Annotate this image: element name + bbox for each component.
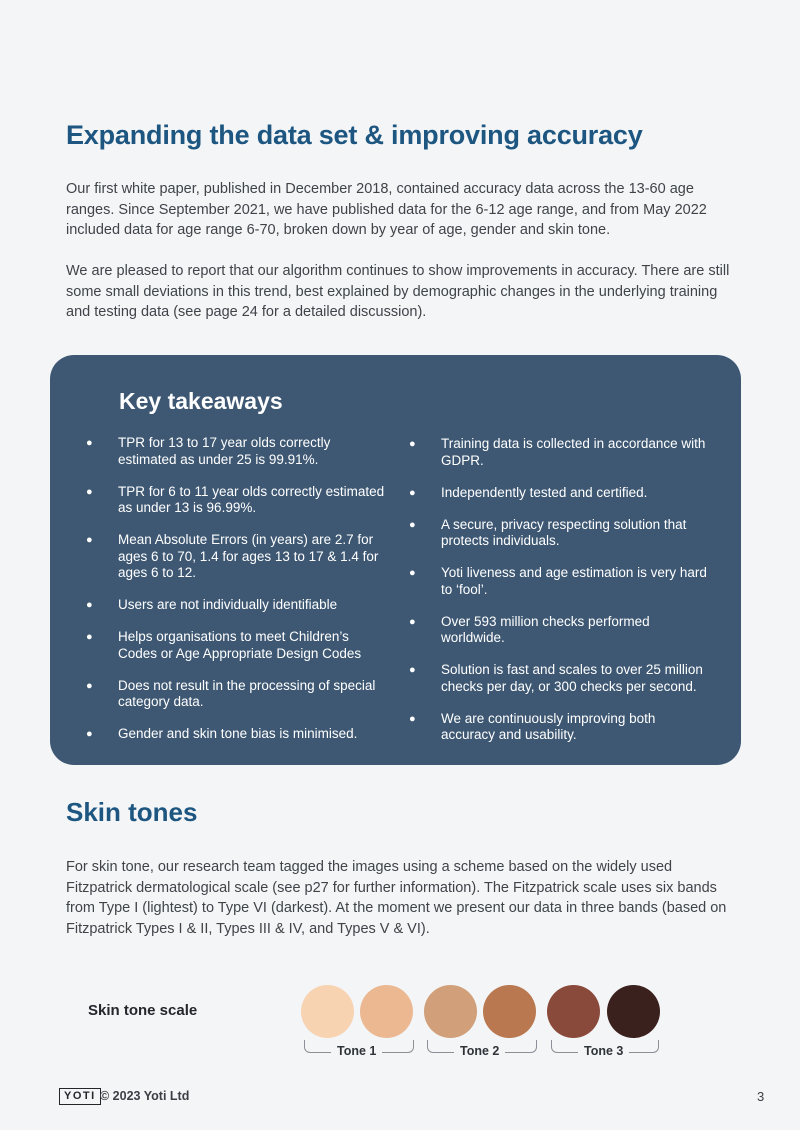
skin-swatch-type-6 bbox=[607, 985, 660, 1038]
yoti-logo: YOTI bbox=[59, 1088, 101, 1105]
bullet-icon: ● bbox=[86, 437, 93, 449]
copyright-text: © 2023 Yoti Ltd bbox=[100, 1089, 190, 1103]
tone-1-label: Tone 1 bbox=[331, 1044, 382, 1058]
bullet-icon: ● bbox=[86, 534, 93, 546]
takeaway-item: ● Helps organisations to meet Children’s Codes or Age Appropriate Design Codes bbox=[86, 629, 362, 661]
bullet-icon: ● bbox=[86, 599, 93, 611]
intro-paragraph-2: We are pleased to report that our algorithm continues to show improvements in accuracy. There are still some small deviations in this trend, best explained by demographic changes in the underlying training and testing data (see page 24 for a detailed discussion). bbox=[66, 263, 730, 320]
takeaway-item: ● Training data is collected in accordance with GDPR. bbox=[409, 436, 706, 468]
takeaway-item: ● Solution is fast and scales to over 25 million checks per day, or 300 checks per second. bbox=[409, 662, 703, 694]
takeaways-right-list bbox=[409, 436, 709, 759]
bullet-icon: ● bbox=[86, 485, 93, 498]
takeaway-item: ● Does not result in the processing of special category data. bbox=[86, 677, 376, 709]
bullet-icon: ● bbox=[409, 486, 416, 499]
takeaway-item: ● Independently tested and certified. bbox=[409, 484, 648, 500]
skin-tone-scale-label: Skin tone scale bbox=[88, 1002, 198, 1019]
takeaways-left-list bbox=[86, 435, 386, 758]
takeaway-item: ● Over 593 million checks performed worldwide. bbox=[409, 613, 650, 645]
bullet-icon: ● bbox=[86, 631, 93, 643]
bullet-icon: ● bbox=[409, 615, 416, 628]
bullet-icon: ● bbox=[409, 712, 416, 725]
key-takeaways-title: Key takeaways bbox=[119, 388, 283, 414]
bullet-icon: ● bbox=[409, 438, 416, 450]
bullet-icon: ● bbox=[409, 567, 416, 579]
skin-swatch-type-4 bbox=[483, 985, 536, 1038]
bullet-icon: ● bbox=[86, 679, 93, 692]
takeaway-item: ● We are continuously improving both accuracy and usability. bbox=[409, 710, 656, 742]
page-heading: Expanding the data set & improving accuracy bbox=[66, 120, 643, 150]
bullet-icon: ● bbox=[409, 664, 416, 676]
bullet-icon: ● bbox=[409, 518, 416, 531]
tone-2-label: Tone 2 bbox=[454, 1044, 505, 1058]
bullet-icon: ● bbox=[86, 728, 93, 740]
skin-tones-heading: Skin tones bbox=[66, 797, 198, 827]
skin-swatch-type-3 bbox=[424, 985, 477, 1038]
takeaway-item: ● A secure, privacy respecting solution that protects individuals. bbox=[409, 516, 687, 548]
skin-swatch-type-2 bbox=[360, 985, 413, 1038]
takeaway-item: ● Users are not individually identifiable bbox=[86, 597, 338, 612]
takeaway-item: ● TPR for 13 to 17 year olds correctly estimated as under 25 is 99.91%. bbox=[86, 435, 331, 467]
key-takeaways-card bbox=[50, 355, 741, 765]
page-number: 3 bbox=[757, 1089, 765, 1104]
skin-swatch-type-1 bbox=[301, 985, 354, 1038]
skin-tones-paragraph: For skin tone, our research team tagged the images using a scheme based on the widely used Fitzpatrick dermatological scale (see p27 for further information). The Fitzpatrick scale uses six bands from Type I (lightest) to Type VI (darkest). At the moment we present our data in three bands (based on Fitzpatrick Types I & II, Types III & IV, and Types V & VI). bbox=[66, 859, 727, 937]
takeaway-item: ● Mean Absolute Errors (in years) are 2.7 for ages 6 to 70, 1.4 for ages 13 to 17 & 1.4 for ages 6 to 12. bbox=[86, 532, 379, 580]
tone-3-label: Tone 3 bbox=[578, 1044, 629, 1058]
skin-swatch-type-5 bbox=[547, 985, 600, 1038]
takeaway-item: ● Gender and skin tone bias is minimised. bbox=[86, 726, 358, 741]
takeaway-item: ● Yoti liveness and age estimation is very hard to ‘fool’. bbox=[409, 565, 707, 597]
intro-paragraph-1: Our first white paper, published in December 2018, contained accuracy data across the 13-60 age ranges. Since September 2021, we have published data for the 6-12 age range, and from May 2022 included data for age range 6-70, broken down by year of age, gender and skin tone. bbox=[66, 181, 707, 238]
takeaway-item: ● TPR for 6 to 11 year olds correctly estimated as under 13 is 96.99%. bbox=[86, 483, 385, 515]
